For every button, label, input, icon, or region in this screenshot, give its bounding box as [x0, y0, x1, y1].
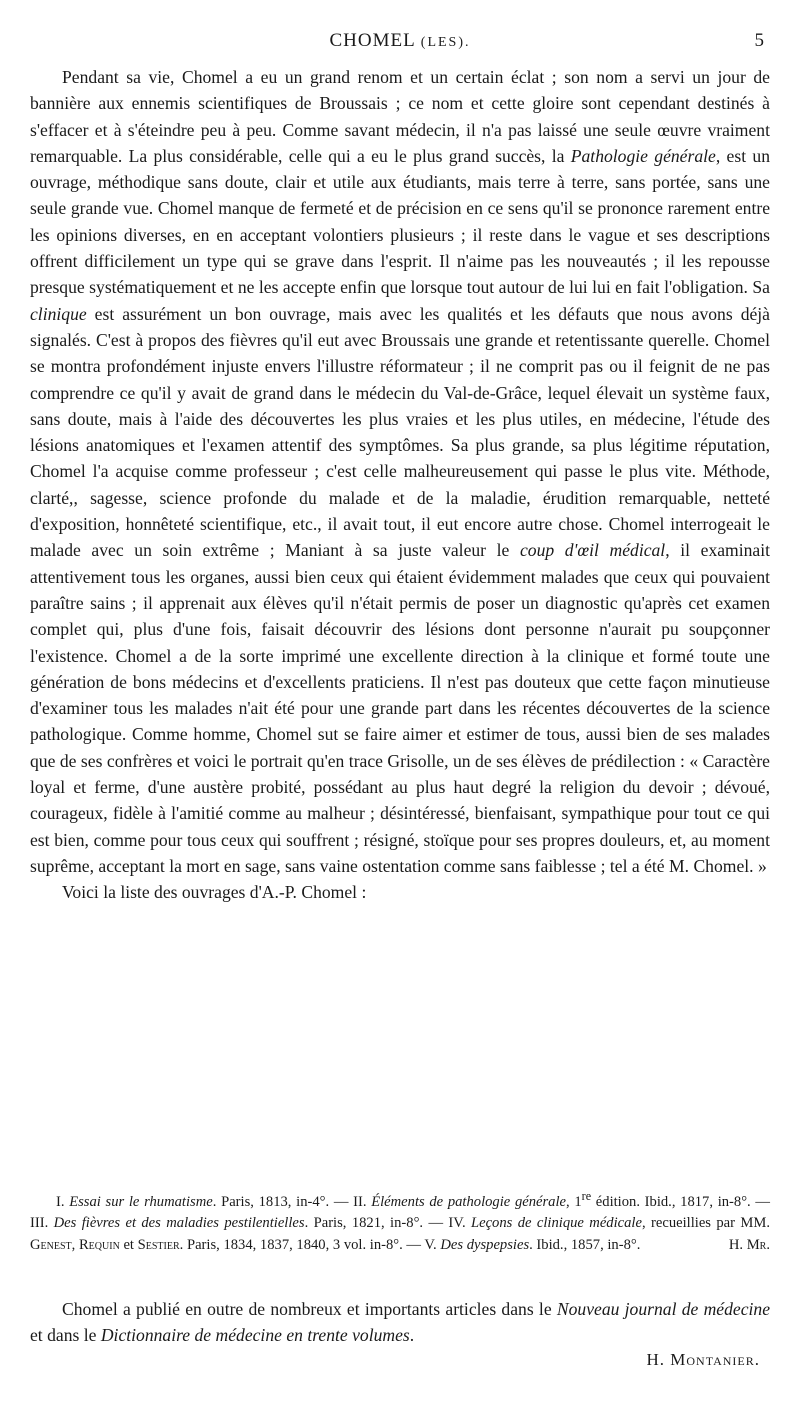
emphasis-coup-doeil: coup d'œil médical	[519, 540, 666, 561]
text-run: . Ibid., 1857, in-8°.	[529, 1236, 641, 1253]
text-run: , est un ouvrage, méthodique sans doute, clair et utile aux étudiants, mais terre à terre, sans portée, sans une seule grande vue. Chomel manque de fermeté et de précision en ce sens qu'il se prononce rarement entre les opinions diverses, en en acceptant volontiers plusieurs ; il reste dans le vague et ses descriptions offrent difficilement un type qui se grave dans l'esprit. Il n'aime pas les nouveautés ; il les repousse presque systématiquement et ne les accepte enfin que lorsque tout autour de lui lui en fait l'obligation. Sa	[30, 145, 771, 298]
text-run: , 1	[566, 1193, 582, 1210]
biblio-signature: H. Mr.	[728, 1236, 770, 1253]
text-run: . Paris, 1834, 1837, 1840, 3 vol. in-8°. — V.	[179, 1236, 441, 1253]
text-run: Chomel a publié en outre de nombreux et importants articles dans le	[62, 1299, 557, 1319]
biblio-title: Essai sur le rhumatisme	[69, 1193, 213, 1210]
body-text	[30, 64, 770, 906]
text-run: et dans le	[30, 1325, 101, 1345]
editor-name: Sestier	[137, 1236, 180, 1253]
dictionary-title: Dictionnaire de médecine en trente volumes	[100, 1325, 410, 1345]
running-title-main: CHOMEL	[329, 30, 416, 51]
text-run: , il examinait attentivement tous les organes, aussi bien ceux qui étaient évidemment malades que ceux qui pouvaient paraître sains ; il apprenait aux élèves qu'il n'était permis de poser un diagnostic qu'après cet examen complet qui, plus d'une fois, faisait découvrir des lésions dont personne n'aurait pu soupçonner l'existence. Chomel a de la sorte imprimé une excellente direction à la clinique et formé toute une génération de bons médecins et d'excellents praticiens. Il n'est pas douteux que cette façon minutieuse d'examiner tous les malades n'ait été pour une grande part dans les récentes découvertes de la science pathologique. Comme homme, Chomel sut se faire aimer et estimer de tous, aussi bien de ses malades que de ses confrères et voici le portrait qu'en trace Grisolle, un de ses élèves de prédilection : « Caractère loyal et ferme, d'une austère probité, possédant au plus haut degré la religion du devoir ; dévoué, courageux, fidèle à l'amitié comme au malheur ; désintéressé, bienfaisant, sympathique pour tout ce qui est bien, comme pour tous ceux qui souffrent ; résigné, stoïque pour ses propres douleurs, et, au moment suprême, acceptant la mort en sage, sans vaine ostentation comme sans faiblesse ; tel a été M. Chomel. »	[30, 540, 770, 876]
biblio-title: Éléments de pathologie générale	[371, 1193, 567, 1210]
paragraph-closing	[30, 1296, 770, 1348]
signature-initial: H.	[646, 1350, 666, 1369]
author-signature	[646, 1350, 760, 1370]
text-run: édition. Ibid., 1817, in-8°. — III.	[30, 1193, 770, 1232]
text-run: .	[409, 1325, 415, 1345]
editor-name: Genest	[30, 1236, 72, 1253]
running-title-sub: (LES).	[420, 35, 471, 50]
editor-name: Requin	[78, 1236, 120, 1253]
running-header	[0, 30, 800, 56]
signature-name: Montanier.	[670, 1350, 760, 1369]
text-run: ,	[71, 1236, 79, 1253]
superscript: re	[581, 1189, 592, 1203]
text-run: Pendant sa vie, Chomel a eu un grand renom et un certain éclat ; son nom a servi un jour de bannière aux ennemis scientifiques de Broussais ; ce nom et cette gloire sont cependant destinés à s'effacer et à s'éteindre peu à peu. Comme savant médecin, il n'a pas laissé une seule œuvre vraiment remarquable. La plus considérable, celle qui a eu le plus grand succès, la	[30, 67, 770, 166]
work-title-pathologie: Pathologie générale	[570, 145, 716, 166]
text-run: I.	[56, 1193, 70, 1210]
text-run: , recueillies par MM.	[641, 1215, 770, 1232]
paragraph-biography	[30, 64, 770, 879]
journal-title: Nouveau journal de médecine	[556, 1299, 771, 1319]
paragraph-works-intro: Voici la liste des ouvrages d'A.-P. Chomel :	[62, 882, 367, 903]
biblio-title: Leçons de clinique médicale	[470, 1215, 642, 1232]
work-title-clinique: clinique	[30, 303, 87, 324]
page-number: 5	[754, 30, 764, 51]
text-run: . Paris, 1821, in-8°. — IV.	[304, 1215, 471, 1232]
running-title	[0, 30, 800, 52]
text-run: est assurément un bon ouvrage, mais avec les qualités et les défauts que nous avons déjà signalés. C'est à propos des fièvres qu'il eut avec Broussais une grande et retentissante querelle. Chomel se montra profondément injuste envers l'illustre réformateur ; il ne comprit pas ou il feignit de ne pas comprendre ce qu'il y avait de grand dans le médecin du Val-de-Grâce, lequel élevait un système faux, sans doute, mais à l'aide des découvertes les plus vraies et les plus utiles, en médecine, l'étude des lésions anatomiques et l'examen attentif des symptômes. Sa plus grande, sa plus légitime réputation, Chomel l'a acquise comme professeur ; c'est celle malheureusement qui passe le plus vite. Méthode, clarté,, sagesse, science profonde du malade et de la maladie, érudition remarquable, netteté d'exposition, honnêteté scientifique, etc., il avait tout, il eut encore autre chose. Chomel interrogeait le malade avec un soin extrême ; Maniant à sa juste valeur le	[30, 303, 770, 561]
biblio-title: Des fièvres et des maladies pestilentielles	[53, 1215, 305, 1232]
biblio-title: Des dyspepsies	[440, 1236, 530, 1253]
bibliography	[30, 1186, 770, 1256]
text-run: et	[119, 1236, 138, 1253]
text-run: . Paris, 1813, in-4°. — II.	[212, 1193, 372, 1210]
